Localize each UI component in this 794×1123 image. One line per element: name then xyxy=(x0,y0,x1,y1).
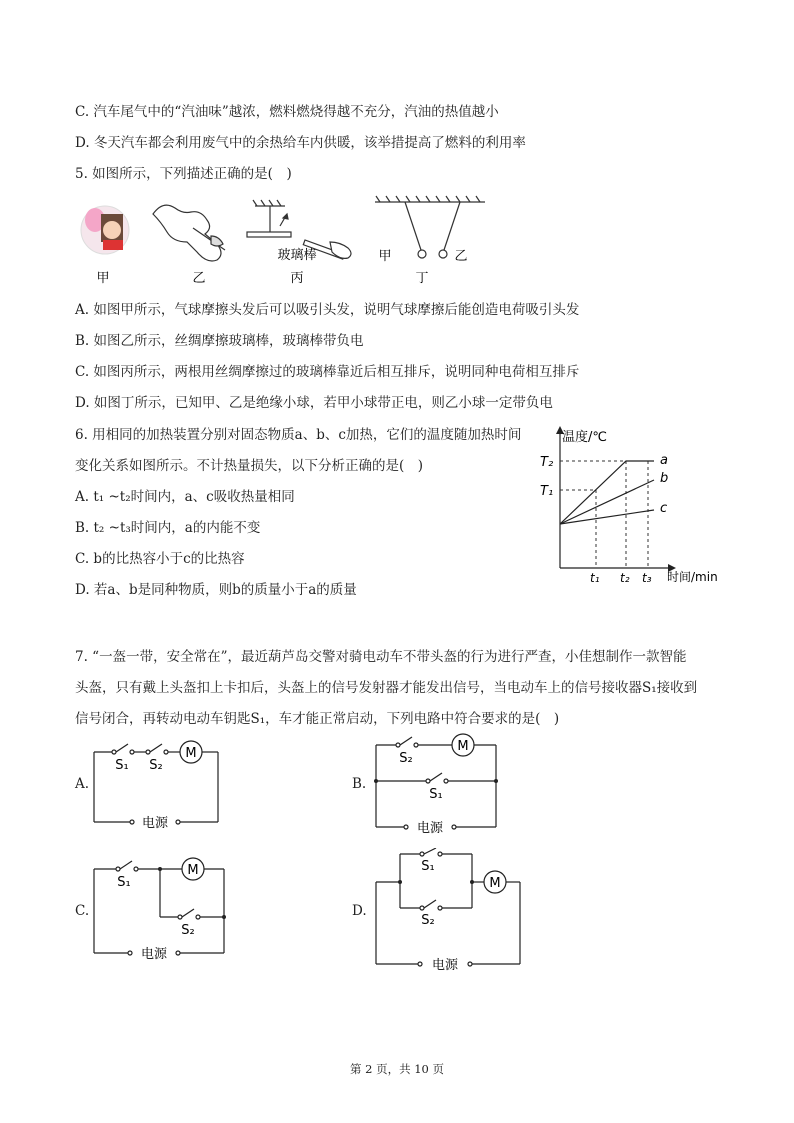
figure-jia-balloon xyxy=(81,206,129,254)
circuit-b-label: B. xyxy=(352,776,367,792)
graph-xlabel: 时间/min xyxy=(667,570,718,584)
series-a-line xyxy=(560,461,654,524)
fig5-label-ding: 丁 xyxy=(415,271,429,286)
circuit-c-label: C. xyxy=(75,903,90,919)
circuit-c-s1: S₁ xyxy=(117,875,131,890)
q6-option-c: C. b的比热容小于c的比热容 xyxy=(75,551,245,567)
question-7-stem-3: 信号闭合，再转动电动车钥匙S₁，车才能正常启动，下列电路中符合要求的是( ) xyxy=(75,711,560,727)
page-footer: 第 2 页，共 10 页 xyxy=(349,1062,445,1076)
question-7-stem-2: 头盔，只有戴上头盔扣上卡扣后，头盔上的信号发射器才能发出信号，当电动车上的信号接收器S₁接收到 xyxy=(75,680,698,696)
circuit-d-power: 电源 xyxy=(431,958,459,973)
circuit-c-s2: S₂ xyxy=(181,923,195,938)
circuit-b-motor: M xyxy=(457,739,469,754)
question-6-stem-1: 6. 用相同的加热装置分别对固态物质a、b、c加热，它们的温度随加热时间 xyxy=(75,427,522,443)
q6-option-a: A. t₁ ~t₂时间内，a、c吸收热量相同 xyxy=(75,489,295,505)
circuit-d-motor: M xyxy=(489,876,501,891)
circuit-a xyxy=(90,738,230,830)
question-7-stem-1: 7. “一盔一带，安全常在”，最近葫芦岛交警对骑电动车不带头盔的行为进行严查，小佳想制作一款智能 xyxy=(75,649,687,665)
graph-a-label: a xyxy=(660,453,668,468)
question-5-stem: 5. 如图所示，下列描述正确的是( ) xyxy=(75,166,292,182)
q5-option-b: B. 如图乙所示，丝绸摩擦玻璃棒，玻璃棒带负电 xyxy=(75,333,364,349)
circuit-a-s1: S₁ xyxy=(115,758,129,773)
circuit-d-s2: S₂ xyxy=(421,913,435,928)
temperature-time-graph xyxy=(530,420,730,590)
graph-b-label: b xyxy=(660,471,669,486)
circuit-d-label: D. xyxy=(352,903,367,919)
q5-option-c: C. 如图丙所示，两根用丝绸摩擦过的玻璃棒靠近后相互排斥，说明同种电荷相互排斥 xyxy=(75,364,580,380)
q6-option-b: B. t₂ ~t₃时间内，a的内能不变 xyxy=(75,520,261,536)
graph-t1-label: T₁ xyxy=(540,484,554,499)
q5-option-a: A. 如图甲所示，气球摩擦头发后可以吸引头发，说明气球摩擦后能创造电荷吸引头发 xyxy=(75,302,580,318)
circuit-d-s1: S₁ xyxy=(421,859,435,874)
graph-t2-label: T₂ xyxy=(540,455,554,470)
q5-figures xyxy=(75,192,505,290)
circuit-a-s2: S₂ xyxy=(149,758,163,773)
fig5-label-jia: 甲 xyxy=(96,271,110,286)
fig5-label-yi: 乙 xyxy=(192,271,206,286)
circuit-c-power: 电源 xyxy=(140,947,168,962)
circuit-a-motor: M xyxy=(185,746,197,761)
circuit-a-power: 电源 xyxy=(141,816,169,830)
graph-ylabel: 温度/℃ xyxy=(562,430,607,445)
q5-option-d: D. 如图丁所示，已知甲、乙是绝缘小球，若甲小球带正电，则乙小球一定带负电 xyxy=(75,395,553,411)
graph-t2-tick: t₂ xyxy=(620,571,630,585)
option-c-q4: C. 汽车尾气中的“汽油味”越浓，燃料燃烧得越不充分，汽油的热值越小 xyxy=(75,104,499,120)
circuit-b-s2: S₂ xyxy=(399,751,413,766)
circuit-a-label: A. xyxy=(75,776,90,792)
fig5-label-bing: 丙 xyxy=(290,271,304,286)
graph-t3-tick: t₃ xyxy=(642,571,652,585)
option-d-q4: D. 冬天汽车都会利用废气中的余热给车内供暖，该举措提高了燃料的利用率 xyxy=(75,135,526,151)
circuit-c xyxy=(90,855,230,965)
fig5-label-ball-jia: 甲 xyxy=(378,249,392,264)
graph-c-label: c xyxy=(660,501,668,516)
q6-option-d: D. 若a、b是同种物质，则b的质量小于a的质量 xyxy=(75,582,357,598)
fig5-label-rod: 玻璃棒 xyxy=(277,248,317,263)
circuit-b-s1: S₁ xyxy=(429,787,443,802)
graph-t1-tick: t₁ xyxy=(590,571,600,585)
fig5-label-ball-yi: 乙 xyxy=(454,249,468,264)
circuit-b-power: 电源 xyxy=(416,821,444,835)
question-6-stem-2: 变化关系如图所示。不计热量损失，以下分析正确的是( ) xyxy=(75,458,424,474)
figure-yi-rubbing xyxy=(153,205,225,261)
circuit-c-motor: M xyxy=(187,863,199,878)
circuit-d xyxy=(370,848,530,976)
circuit-b xyxy=(370,733,510,835)
